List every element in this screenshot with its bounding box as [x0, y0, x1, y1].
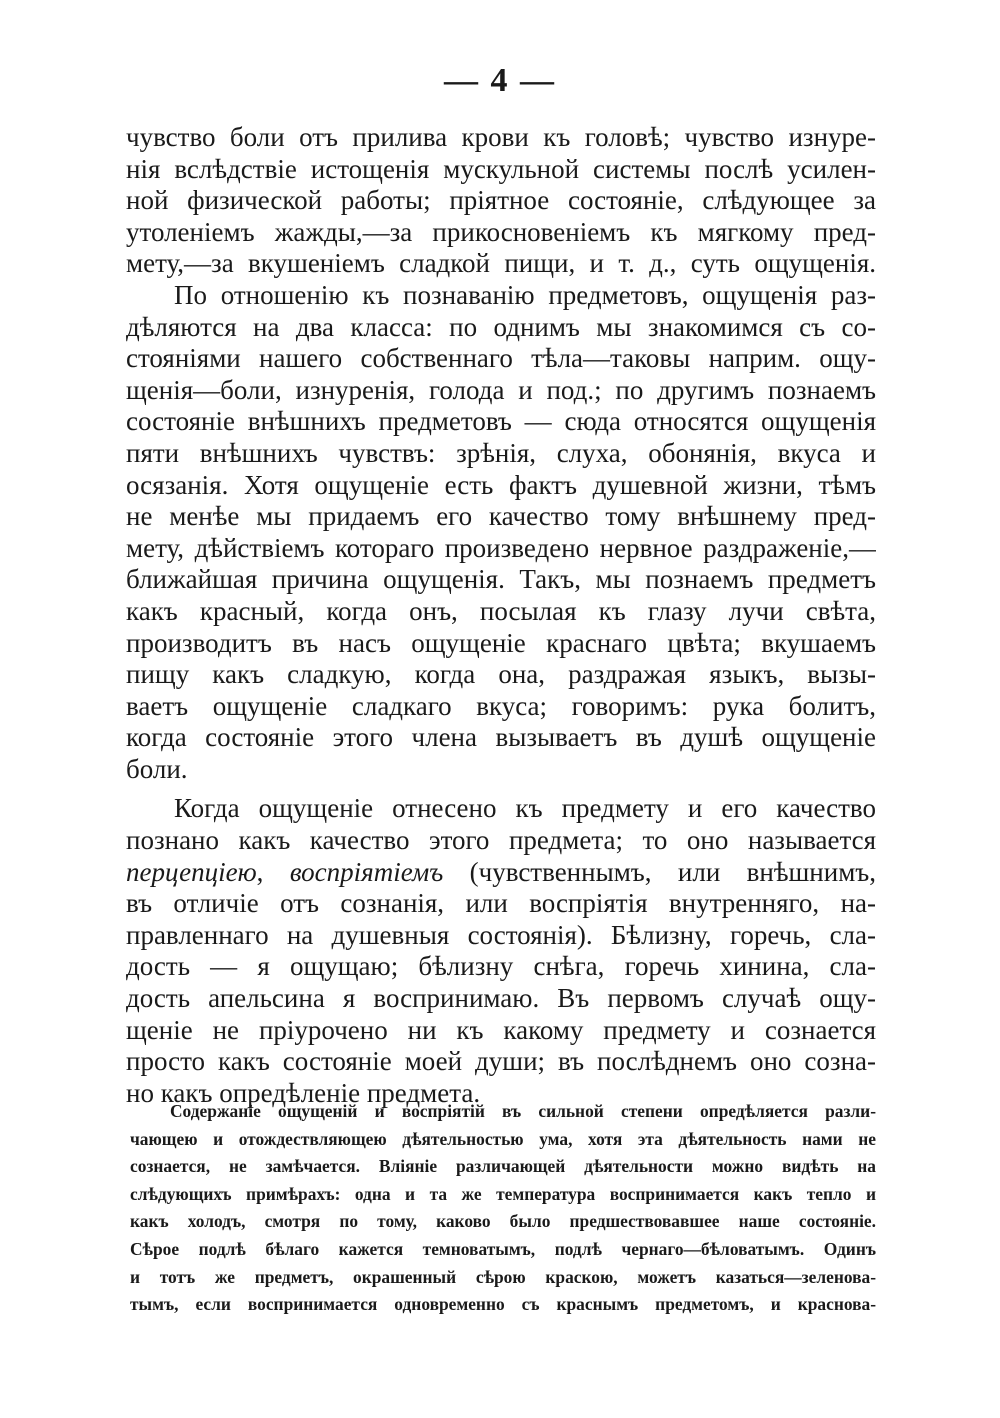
text-line: щенія—боли, изнуренія, голода и под.; по другимъ познаемъ [126, 374, 876, 405]
main-text [126, 122, 876, 1109]
page-number: — 4 — [444, 62, 556, 99]
text-line: осязанія. Хотя ощущеніе есть фактъ душевной жизни, тѣмъ [126, 469, 876, 500]
text-line: производитъ въ насъ ощущеніе краснаго цвѣта; вкушаемъ [126, 627, 876, 658]
text-line: щеніе не пріурочено ни къ какому предмету и сознается [126, 1014, 876, 1045]
footnote-line: какъ холодъ, смотря по тому, каково было предшествовавшее наше состояніе. [130, 1211, 876, 1232]
text-line: не менѣе мы придаемъ его качество тому внѣшнему пред- [126, 501, 876, 532]
text-line: пяти внѣшнихъ чувствъ: зрѣнія, слуха, обонянія, вкуса и [126, 437, 876, 468]
footnote-line: Содержаніе ощущеній и воспріятій въ сильной степени опредѣляется разли- [170, 1101, 876, 1121]
text-line: нія вслѣдствіе истощенія мускульной системы послѣ усилен- [126, 153, 876, 184]
term-separator: , [256, 856, 290, 887]
footnote-line: тымъ, если воспринимается одновременно съ краснымъ предметомъ, и краснова- [130, 1294, 876, 1315]
text-fragment: (чувственнымъ, или внѣшнимъ, [443, 856, 876, 887]
text-line: дость — я ощущаю; бѣлизну снѣга, горечь хинина, сла- [126, 951, 876, 982]
text-line: но какъ опредѣленіе предмета. [126, 1077, 481, 1108]
paragraph-2 [126, 280, 876, 786]
text-line: дость апельсина я воспринимаю. Въ первомъ случаѣ ощу- [126, 983, 876, 1014]
text-line: Когда ощущеніе отнесено къ предмету и его качество [174, 793, 876, 824]
text-line: когда состояніе этого члена вызываетъ въ душѣ ощущеніе [126, 722, 876, 753]
footnote-line: Сѣрое подлѣ бѣлаго кажется темноватымъ, подлѣ чернаго—бѣловатымъ. Одинъ [130, 1238, 876, 1259]
text-line: познано какъ качество этого предмета; то оно называется [126, 825, 876, 856]
footnote-line: сознается, не замѣчается. Вліяніе различающей дѣятельности можно видѣть на [130, 1156, 876, 1177]
text-line: утоленіемъ жажды,—за прикосновеніемъ къ мягкому пред- [126, 216, 876, 247]
text-line-mixed [126, 857, 876, 889]
text-line: пищу какъ сладкую, когда она, раздражая языкъ, вызы- [126, 659, 876, 690]
text-line: состояніе внѣшнихъ предметовъ — сюда относятся ощущенія [126, 406, 876, 437]
text-line: мету,—за вкушеніемъ сладкой пищи, и т. д., суть ощущенія. [126, 248, 876, 279]
text-line: правленнаго на душевныя состоянія). Бѣлизну, горечь, сла- [126, 919, 876, 950]
text-line: ближайшая причина ощущенія. Такъ, мы познаемъ предметъ [126, 564, 876, 595]
paragraph-gap [126, 785, 876, 793]
text-line: мету, дѣйствіемъ котораго произведено нервное раздраженіе,— [126, 532, 876, 563]
text-line: По отношенію къ познаванію предметовъ, ощущенія раз- [174, 279, 876, 310]
text-line: просто какъ состояніе моей души; въ послѣднемъ оно созна- [126, 1046, 876, 1077]
text-line: стояніями нашего собственнаго тѣла—таковы наприм. ощу- [126, 343, 876, 374]
text-line: чувство боли отъ прилива крови къ головѣ; чувство изнуре- [126, 122, 876, 152]
text-line: боли. [126, 753, 188, 784]
footnote [130, 1098, 876, 1319]
text-line: какъ красный, когда онъ, посылая къ глазу лучи свѣта, [126, 595, 876, 626]
term-apprehension: воспріятіемъ [289, 856, 444, 887]
text-line: въ отличіе отъ сознанія, или воспріятія внутренняго, на- [126, 888, 876, 919]
paragraph-1 [126, 122, 876, 280]
term-perception: перцепціею [126, 856, 257, 887]
footnote-line: слѣдующихъ примѣрахъ: одна и та же температура воспринимается какъ тепло и [130, 1183, 876, 1204]
paragraph-3 [126, 793, 876, 1109]
text-line: ной физической работы; пріятное состояніе, слѣдующее за [126, 185, 876, 216]
text-line: ваетъ ощущеніе сладкаго вкуса; говоримъ: рука болитъ, [126, 690, 876, 721]
footnote-line: чающею и отождествляющею дѣятельностью ума, хотя эта дѣятельность нами не [130, 1128, 876, 1149]
footnote-line: и тотъ же предметъ, окрашенный сѣрою краскою, можетъ казаться—зеленова- [130, 1266, 876, 1287]
text-line: дѣляются на два класса: по однимъ мы знакомимся съ со- [126, 311, 876, 342]
